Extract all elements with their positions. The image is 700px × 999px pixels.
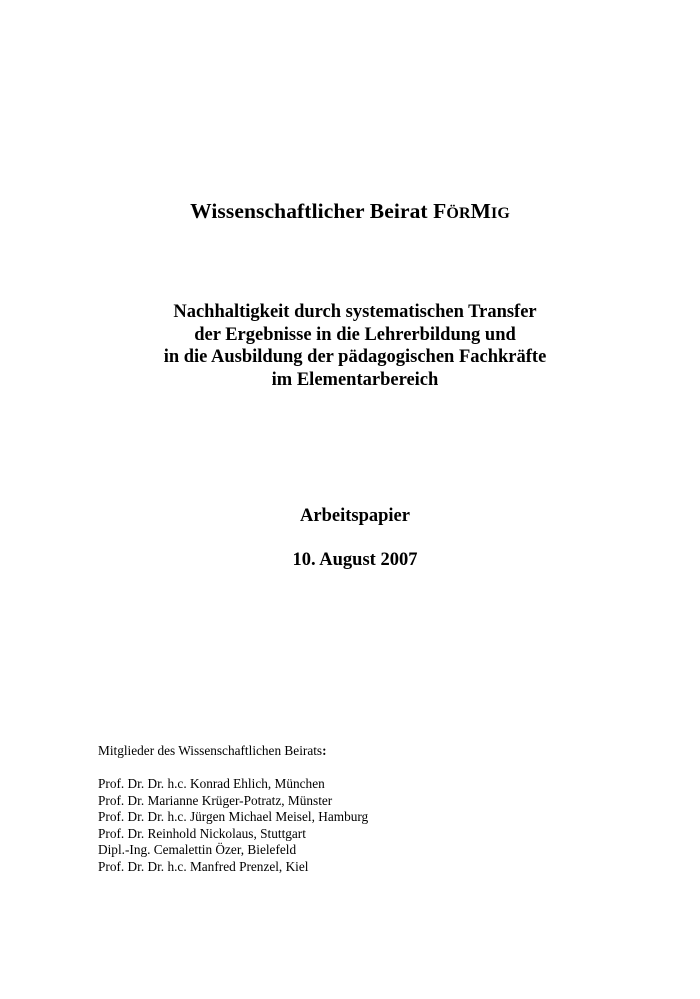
title-text: Wissenschaftlicher Beirat	[190, 199, 434, 223]
member-entry: Prof. Dr. Dr. h.c. Konrad Ehlich, München	[98, 776, 325, 791]
subtitle	[0, 301, 700, 391]
subtitle-line: in die Ausbildung der pädagogischen Fachkräfte	[163, 347, 547, 367]
page-title	[0, 198, 700, 227]
acronym-part-small: IG	[491, 205, 510, 222]
members-heading-text: Mitglieder des Wissenschaftlichen Beirats	[98, 743, 323, 758]
members-heading-colon: :	[322, 743, 327, 758]
subtitle-line: im Elementarbereich	[271, 369, 439, 390]
member-entry: Prof. Dr. Marianne Krüger-Potratz, Münster	[98, 792, 333, 808]
acronym-part: M	[470, 199, 492, 223]
member-entry: Prof. Dr. Reinhold Nickolaus, Stuttgart	[98, 825, 306, 841]
members-section	[98, 743, 368, 875]
member-entry: Dipl.-Ing. Cemalettin Özer, Bielefeld	[98, 842, 297, 857]
subtitle-line: Nachhaltigkeit durch systematischen Transfer	[173, 302, 537, 322]
acronym-part: F	[433, 199, 447, 223]
title-acronym	[433, 199, 510, 223]
member-entry: Prof. Dr. Dr. h.c. Jürgen Michael Meisel, Hamburg	[98, 809, 369, 824]
document-date: 10. August 2007	[292, 550, 418, 570]
document-type: Arbeitspapier	[300, 506, 410, 526]
acronym-part-small: ÖR	[446, 205, 471, 222]
subtitle-line: der Ergebnisse in die Lehrerbildung und	[194, 324, 516, 345]
members-heading	[98, 743, 368, 760]
member-entry: Prof. Dr. Dr. h.c. Manfred Prenzel, Kiel	[98, 858, 309, 874]
